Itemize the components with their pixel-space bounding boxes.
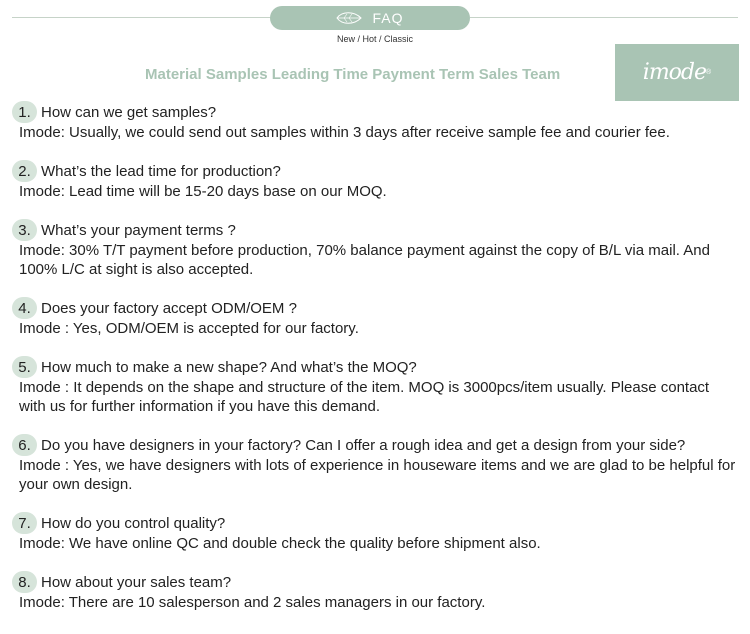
faq-question-row — [12, 512, 738, 534]
faq-question: What’s the lead time for production? — [41, 162, 281, 180]
faq-question-row — [12, 160, 738, 182]
logo-text: imode — [642, 60, 707, 85]
faq-answer: Imode: We have online QC and double check the quality before shipment also. — [19, 535, 541, 552]
faq-question: Does your factory accept ODM/OEM ? — [41, 299, 297, 317]
faq-question: How can we get samples? — [41, 103, 217, 121]
leaf-icon — [336, 11, 362, 25]
faq-item — [12, 512, 738, 553]
faq-item — [12, 297, 738, 338]
faq-question: Do you have designers in your factory? Can I offer a rough idea and get a design from your side? — [41, 436, 686, 454]
faq-item — [12, 571, 738, 612]
faq-answer: Imode: There are 10 salesperson and 2 sales managers in our factory. — [19, 594, 486, 611]
faq-question-row — [12, 297, 738, 319]
faq-number-badge: 5. — [12, 356, 37, 378]
faq-list — [12, 101, 738, 630]
faq-answer: Imode : It depends on the shape and structure of the item. MOQ is 3000pcs/item usually. Please contact with us for further information if you have this demand. — [19, 379, 710, 415]
faq-number-badge: 3. — [12, 219, 37, 241]
faq-number-badge: 7. — [12, 512, 37, 534]
faq-question-row — [12, 434, 738, 456]
faq-question: What’s your payment terms ? — [41, 221, 236, 239]
faq-question-row — [12, 219, 738, 241]
faq-number-badge: 6. — [12, 434, 37, 456]
header-divider-right — [470, 17, 738, 18]
faq-number-badge: 8. — [12, 571, 37, 593]
registered-icon: ® — [706, 69, 712, 76]
faq-item — [12, 101, 738, 142]
faq-answer: Imode: Usually, we could send out samples within 3 days after receive sample fee and courier fee. — [19, 124, 670, 141]
faq-number-badge: 4. — [12, 297, 37, 319]
faq-number-badge: 1. — [12, 101, 37, 123]
header-subtitle: New / Hot / Classic — [336, 34, 414, 44]
faq-question: How about your sales team? — [41, 573, 232, 591]
faq-answer: Imode: Lead time will be 15-20 days base on our MOQ. — [19, 183, 387, 200]
faq-question-row — [12, 101, 738, 123]
faq-question-row — [12, 571, 738, 593]
faq-title-pill — [270, 6, 470, 30]
faq-item — [12, 219, 738, 279]
faq-title: FAQ — [372, 10, 404, 26]
faq-question: How do you control quality? — [41, 514, 226, 532]
faq-answer: Imode : Yes, we have designers with lots of experience in houseware items and we are glad to be helpful for your own design. — [19, 457, 736, 493]
header-divider-left — [12, 17, 272, 18]
faq-question-row — [12, 356, 738, 378]
faq-answer: Imode: 30% T/T payment before production, 70% balance payment against the copy of B/L via mail. And 100% L/C at sight is also accepted. — [19, 242, 710, 278]
faq-answer: Imode : Yes, ODM/OEM is accepted for our factory. — [19, 320, 359, 337]
faq-question: How much to make a new shape? And what’s the MOQ? — [41, 358, 417, 376]
section-nav-text: Material Samples Leading Time Payment Term Sales Team — [145, 66, 561, 83]
brand-logo — [615, 44, 739, 101]
faq-item — [12, 356, 738, 416]
faq-number-badge: 2. — [12, 160, 37, 182]
faq-item — [12, 160, 738, 201]
faq-item — [12, 434, 738, 494]
